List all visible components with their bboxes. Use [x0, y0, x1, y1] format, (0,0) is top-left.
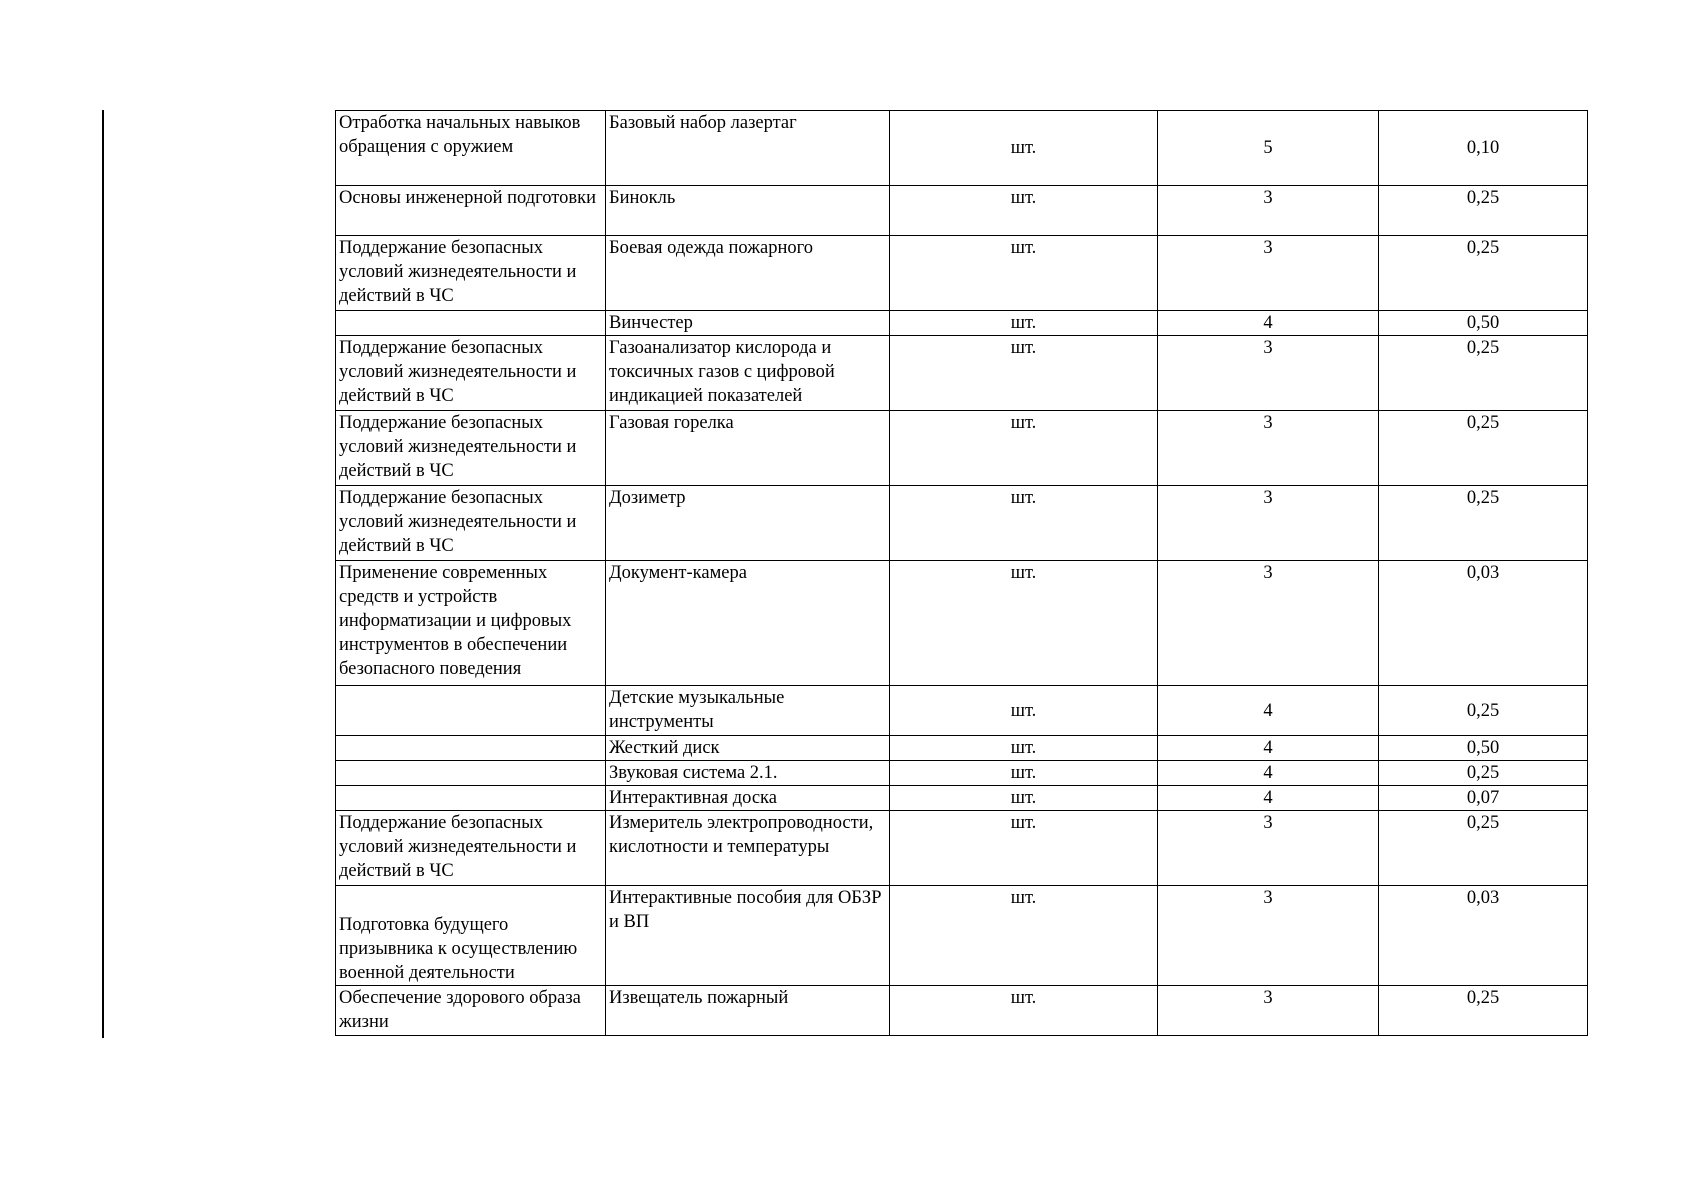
- item-cell: Измеритель электропроводности, кислотности и температуры: [606, 811, 890, 886]
- item-cell: Боевая одежда пожарного: [606, 236, 890, 311]
- unit-cell: шт.: [890, 886, 1158, 986]
- topic-cell: Поддержание безопасных условий жизнедеятельности и действий в ЧС: [336, 411, 606, 486]
- qty-cell: 3: [1158, 186, 1379, 236]
- item-cell: Интерактивная доска: [606, 786, 890, 811]
- item-cell: Базовый набор лазертаг: [606, 111, 890, 186]
- norm-cell: 0,25: [1379, 186, 1588, 236]
- unit-cell: шт.: [890, 686, 1158, 736]
- norm-cell: 0,25: [1379, 686, 1588, 736]
- item-cell: Газоанализатор кислорода и токсичных газов с цифровой индикацией показателей: [606, 336, 890, 411]
- table-row: [336, 111, 1588, 186]
- norm-cell: 0,25: [1379, 761, 1588, 786]
- norm-cell: 0,25: [1379, 811, 1588, 886]
- unit-cell: шт.: [890, 411, 1158, 486]
- topic-cell: [336, 761, 606, 786]
- qty-cell: 3: [1158, 986, 1379, 1036]
- qty-cell: 3: [1158, 236, 1379, 311]
- topic-cell: Применение современных средств и устройств информатизации и цифровых инструментов в обеспечении безопасного поведения: [336, 561, 606, 686]
- qty-cell: 3: [1158, 886, 1379, 986]
- item-cell: Жесткий диск: [606, 736, 890, 761]
- item-cell: Детские музыкальные инструменты: [606, 686, 890, 736]
- table-row: [336, 986, 1588, 1036]
- item-cell: Дозиметр: [606, 486, 890, 561]
- qty-cell: 3: [1158, 561, 1379, 686]
- table-row: [336, 786, 1588, 811]
- unit-cell: шт.: [890, 186, 1158, 236]
- norm-cell: 0,25: [1379, 986, 1588, 1036]
- norm-cell: 0,07: [1379, 786, 1588, 811]
- norm-cell: 0,10: [1379, 111, 1588, 186]
- norm-cell: 0,50: [1379, 736, 1588, 761]
- item-cell: Бинокль: [606, 186, 890, 236]
- topic-cell: [336, 311, 606, 336]
- qty-cell: 4: [1158, 736, 1379, 761]
- topic-cell: [336, 786, 606, 811]
- qty-cell: 4: [1158, 786, 1379, 811]
- topic-cell: Поддержание безопасных условий жизнедеятельности и действий в ЧС: [336, 236, 606, 311]
- qty-cell: 3: [1158, 486, 1379, 561]
- norm-cell: 0,03: [1379, 561, 1588, 686]
- unit-cell: шт.: [890, 111, 1158, 186]
- qty-cell: 4: [1158, 311, 1379, 336]
- table-row: [336, 686, 1588, 736]
- unit-cell: шт.: [890, 236, 1158, 311]
- norm-cell: 0,25: [1379, 336, 1588, 411]
- qty-cell: 4: [1158, 686, 1379, 736]
- qty-cell: 3: [1158, 336, 1379, 411]
- topic-cell: Подготовка будущего призывника к осуществлению военной деятельности: [336, 886, 606, 986]
- table-row: [336, 761, 1588, 786]
- table-row: [336, 311, 1588, 336]
- equipment-table: [335, 110, 1588, 1036]
- topic-cell: Обеспечение здорового образа жизни: [336, 986, 606, 1036]
- qty-cell: 3: [1158, 411, 1379, 486]
- unit-cell: шт.: [890, 336, 1158, 411]
- unit-cell: шт.: [890, 311, 1158, 336]
- equipment-table-body: [336, 111, 1588, 1036]
- table-row: [336, 336, 1588, 411]
- topic-cell: Поддержание безопасных условий жизнедеятельности и действий в ЧС: [336, 486, 606, 561]
- unit-cell: шт.: [890, 561, 1158, 686]
- table-row: [336, 236, 1588, 311]
- item-cell: Документ-камера: [606, 561, 890, 686]
- table-row: [336, 736, 1588, 761]
- table-row: [336, 811, 1588, 886]
- item-cell: Звуковая система 2.1.: [606, 761, 890, 786]
- topic-cell: Отработка начальных навыков обращения с оружием: [336, 111, 606, 186]
- topic-cell: Поддержание безопасных условий жизнедеятельности и действий в ЧС: [336, 336, 606, 411]
- norm-cell: 0,25: [1379, 236, 1588, 311]
- norm-cell: 0,50: [1379, 311, 1588, 336]
- item-cell: Винчестер: [606, 311, 890, 336]
- qty-cell: 4: [1158, 761, 1379, 786]
- page-margin-rule: [102, 110, 104, 1038]
- table-row: [336, 886, 1588, 986]
- topic-cell: [336, 686, 606, 736]
- unit-cell: шт.: [890, 811, 1158, 886]
- table-row: [336, 186, 1588, 236]
- unit-cell: шт.: [890, 761, 1158, 786]
- norm-cell: 0,25: [1379, 411, 1588, 486]
- unit-cell: шт.: [890, 786, 1158, 811]
- unit-cell: шт.: [890, 736, 1158, 761]
- topic-cell: [336, 736, 606, 761]
- topic-cell: Основы инженерной подготовки: [336, 186, 606, 236]
- unit-cell: шт.: [890, 486, 1158, 561]
- unit-cell: шт.: [890, 986, 1158, 1036]
- table-row: [336, 486, 1588, 561]
- norm-cell: 0,25: [1379, 486, 1588, 561]
- qty-cell: 3: [1158, 811, 1379, 886]
- item-cell: Интерактивные пособия для ОБЗР и ВП: [606, 886, 890, 986]
- table-row: [336, 561, 1588, 686]
- item-cell: Газовая горелка: [606, 411, 890, 486]
- topic-cell: Поддержание безопасных условий жизнедеятельности и действий в ЧС: [336, 811, 606, 886]
- qty-cell: 5: [1158, 111, 1379, 186]
- item-cell: Извещатель пожарный: [606, 986, 890, 1036]
- table-row: [336, 411, 1588, 486]
- norm-cell: 0,03: [1379, 886, 1588, 986]
